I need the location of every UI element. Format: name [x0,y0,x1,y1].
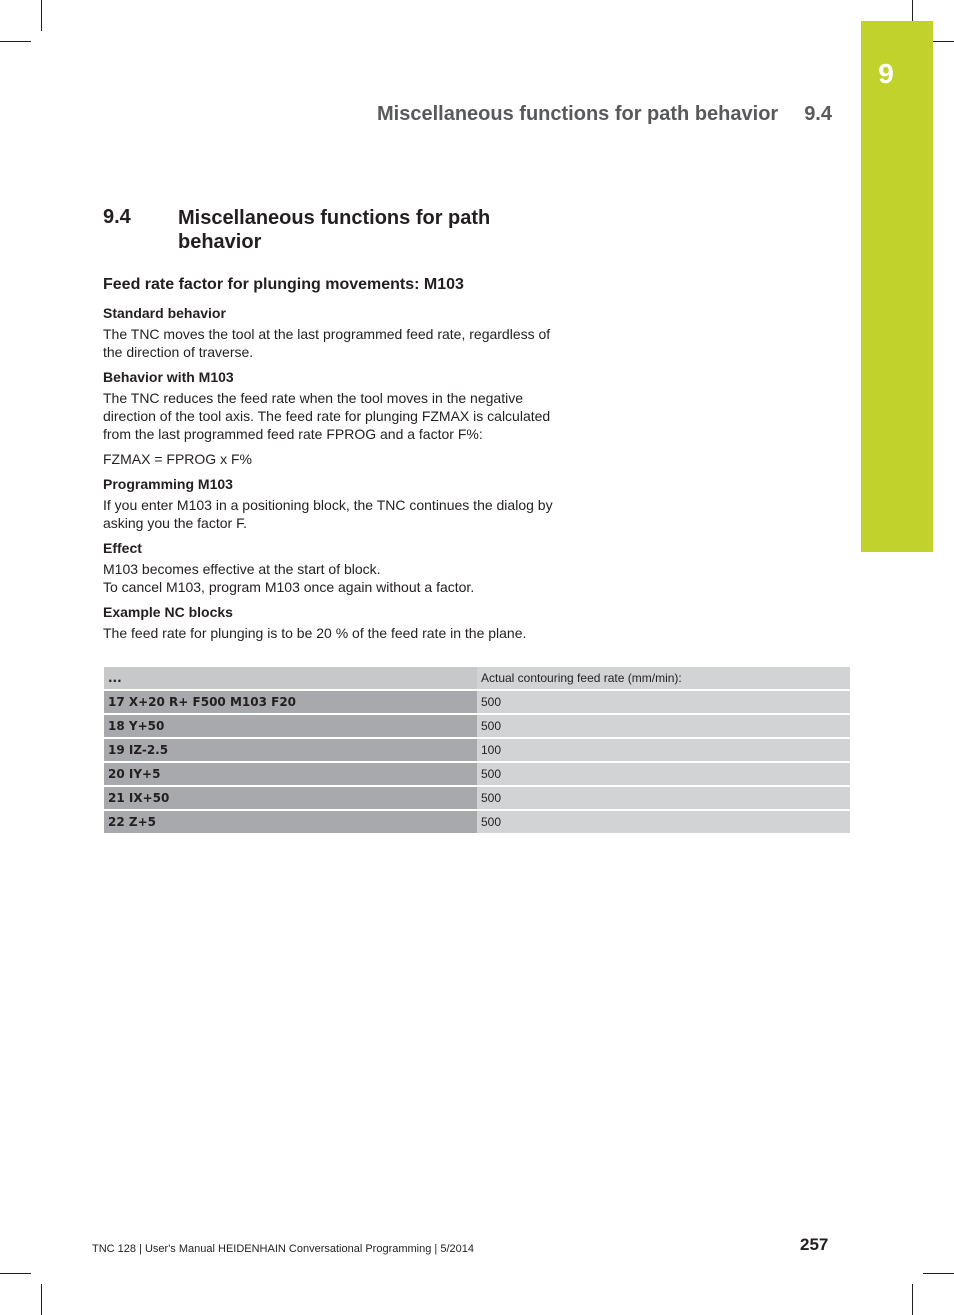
feed-rate-value: 500 [477,810,850,834]
table-row [104,786,850,810]
table-row [104,810,850,834]
section-number: 9.4 [103,206,131,228]
text-behavior-m103: The TNC reduces the feed rate when the tool moves in the negative direction of the tool axis. The feed rate for plunging FZMAX is calculated from the last programmed feed rate FPROG and a factor F%: [103,390,551,442]
section-title: Miscellaneous functions for path behavior [178,207,491,253]
crop-mark [0,41,31,42]
nc-blocks-table [104,667,850,835]
feed-rate-value: 500 [477,786,850,810]
text-programming-m103: If you enter M103 in a positioning block, the TNC continues the dialog by asking you the factor F. [103,497,553,531]
table-header-value: Actual contouring feed rate (mm/min): [477,667,850,690]
chapter-tab [861,21,933,552]
crop-mark [41,1284,42,1315]
heading-programming-m103: Programming M103 [103,476,233,492]
feed-rate-value: 500 [477,762,850,786]
running-header-title: Miscellaneous functions for path behavior [377,103,779,125]
body-content [103,304,553,649]
text-example: The feed rate for plunging is to be 20 % of the feed rate in the plane. [103,625,527,641]
running-header [377,103,832,126]
nc-code: 21 IX+50 [104,786,477,810]
page-number: 257 [800,1235,829,1254]
table-header-code: ... [104,667,477,690]
text-standard-behavior: The TNC moves the tool at the last programmed feed rate, regardless of the direction of traverse. [103,326,551,360]
running-header-number: 9.4 [804,103,832,125]
footer-text: TNC 128 | User's Manual HEIDENHAIN Conversational Programming | 5/2014 [92,1243,474,1255]
chapter-number: 9 [878,58,894,89]
feed-rate-value: 500 [477,714,850,738]
crop-mark [923,1273,954,1274]
table-row [104,690,850,714]
table-row [104,714,850,738]
subsection-title: Feed rate factor for plunging movements: M103 [103,276,464,293]
nc-code: 18 Y+50 [104,714,477,738]
table-header-row [104,667,850,690]
heading-standard-behavior: Standard behavior [103,305,226,321]
nc-code: 20 IY+5 [104,762,477,786]
table-row [104,738,850,762]
feed-rate-value: 100 [477,738,850,762]
nc-code: 19 IZ-2.5 [104,738,477,762]
text-effect-line2: To cancel M103, program M103 once again without a factor. [103,579,475,595]
heading-example-nc-blocks: Example NC blocks [103,604,233,620]
heading-effect: Effect [103,540,142,556]
nc-code: 22 Z+5 [104,810,477,834]
nc-code: 17 X+20 R+ F500 M103 F20 [104,690,477,714]
feed-rate-value: 500 [477,690,850,714]
formula: FZMAX = FPROG x F% [103,451,252,467]
table-row [104,762,850,786]
crop-mark [0,1273,31,1274]
crop-mark [912,1284,913,1315]
heading-behavior-m103: Behavior with M103 [103,369,234,385]
text-effect-line1: M103 becomes effective at the start of block. [103,561,381,577]
crop-mark [41,0,42,31]
